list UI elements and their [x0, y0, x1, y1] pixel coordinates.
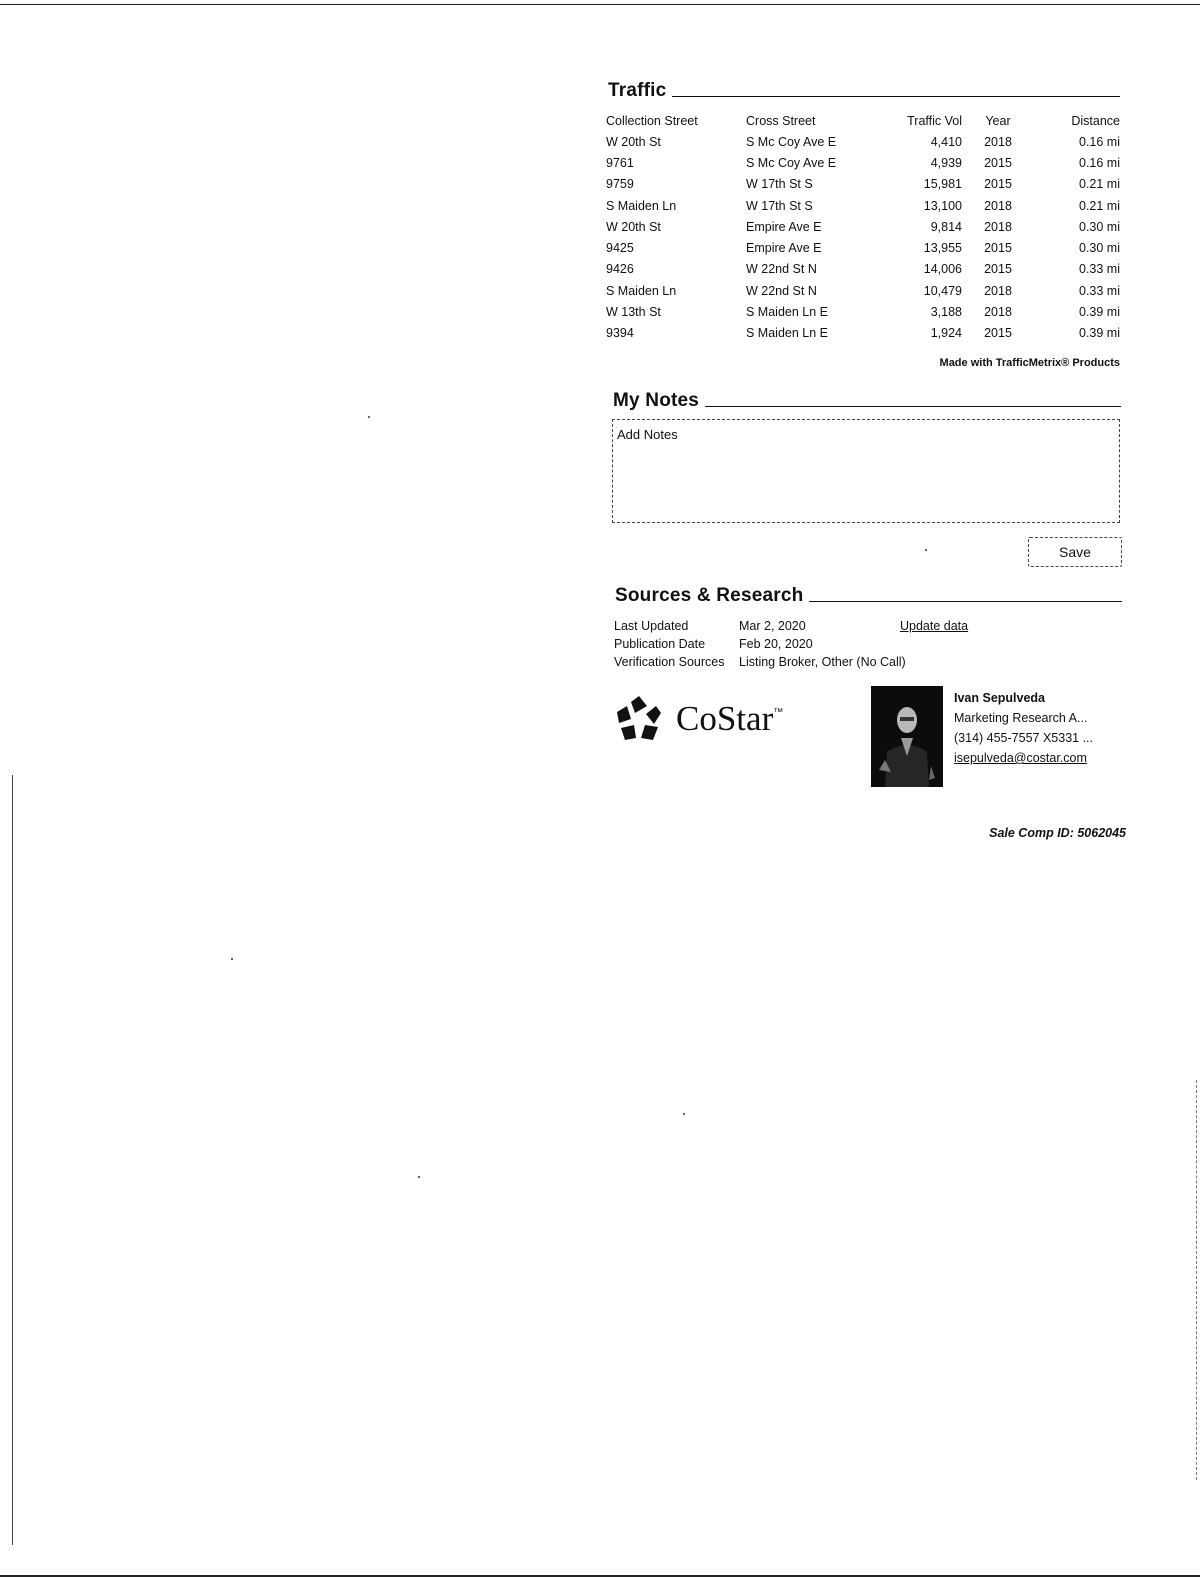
cell-collection-street: 9425	[606, 241, 634, 256]
cell-year: 2018	[984, 134, 1012, 149]
cell-year: 2015	[984, 326, 1012, 341]
cell-distance: 0.33 mi	[1079, 262, 1120, 277]
cell-cross-street: W 17th St S	[746, 177, 813, 192]
costar-wordmark-text: CoStar	[676, 699, 774, 738]
traffic-title: Traffic	[608, 80, 667, 101]
cell-distance: 0.21 mi	[1079, 177, 1120, 192]
cell-traffic-vol: 10,479	[923, 283, 962, 298]
table-row	[606, 216, 1120, 237]
sources-title: Sources & Research	[615, 585, 804, 606]
table-row	[606, 174, 1120, 195]
table-row	[606, 301, 1120, 322]
cell-cross-street: S Maiden Ln E	[746, 326, 828, 341]
traffic-header-row	[606, 111, 1120, 131]
cell-cross-street: S Mc Coy Ave E	[746, 155, 837, 170]
cell-collection-street: 9394	[606, 326, 634, 341]
cell-cross-street: W 22nd St N	[746, 283, 817, 298]
contact-photo	[871, 686, 943, 787]
scan-speck	[418, 1176, 420, 1178]
cell-distance: 0.39 mi	[1079, 326, 1120, 341]
verification-sources-label: Verification Sources	[614, 655, 725, 669]
traffic-table	[606, 111, 1120, 344]
costar-logo	[614, 694, 783, 744]
column-header-year: Year	[985, 114, 1011, 128]
contact-card	[954, 688, 1093, 768]
cell-traffic-vol: 15,981	[923, 177, 962, 192]
section-rule	[705, 406, 1121, 407]
top-page-rule	[0, 4, 1200, 5]
notes-field-container	[612, 419, 1120, 523]
publication-date-label: Publication Date	[614, 637, 706, 651]
column-header-traffic-vol: Traffic Vol	[907, 114, 962, 128]
cell-traffic-vol: 9,814	[930, 219, 962, 234]
scan-speck	[231, 958, 233, 960]
cell-cross-street: S Mc Coy Ave E	[746, 134, 837, 149]
table-row	[606, 195, 1120, 216]
cell-distance: 0.30 mi	[1079, 219, 1120, 234]
cell-year: 2018	[984, 198, 1012, 213]
costar-wordmark	[676, 699, 783, 739]
cell-distance: 0.30 mi	[1079, 241, 1120, 256]
cell-collection-street: W 13th St	[606, 305, 661, 320]
cell-traffic-vol: 4,939	[930, 155, 962, 170]
table-row	[606, 259, 1120, 280]
cell-cross-street: Empire Ave E	[746, 219, 822, 234]
cell-traffic-vol: 3,188	[930, 305, 962, 320]
table-row	[606, 152, 1120, 173]
contact-role: Marketing Research A...	[954, 711, 1088, 725]
cell-distance: 0.33 mi	[1079, 283, 1120, 298]
cell-traffic-vol: 13,100	[923, 198, 962, 213]
cell-collection-street: 9761	[606, 155, 634, 170]
cell-distance: 0.16 mi	[1079, 155, 1120, 170]
cell-collection-street: S Maiden Ln	[606, 283, 677, 298]
cell-collection-street: W 20th St	[606, 219, 661, 234]
cell-collection-street: 9759	[606, 177, 634, 192]
cell-traffic-vol: 14,006	[923, 262, 962, 277]
table-row	[606, 131, 1120, 152]
cell-traffic-vol: 1,924	[930, 326, 962, 341]
update-data-link[interactable]: Update data	[900, 619, 969, 633]
scan-speck	[925, 549, 927, 551]
table-row	[606, 237, 1120, 258]
cell-distance: 0.21 mi	[1079, 198, 1120, 213]
sources-section-header	[615, 585, 1122, 607]
cell-year: 2015	[984, 262, 1012, 277]
cell-collection-street: W 20th St	[606, 134, 661, 149]
scan-speck	[368, 416, 370, 418]
cell-distance: 0.16 mi	[1079, 134, 1120, 149]
notes-section-header	[613, 390, 1121, 412]
cell-cross-street: W 22nd St N	[746, 262, 817, 277]
scan-left-edge	[12, 775, 13, 1545]
bottom-page-rule	[0, 1575, 1200, 1577]
last-updated-label: Last Updated	[614, 619, 689, 633]
cell-traffic-vol: 13,955	[923, 241, 962, 256]
verification-sources-value: Listing Broker, Other (No Call)	[739, 655, 906, 669]
sale-comp-id: Sale Comp ID: 5062045	[989, 826, 1126, 840]
contact-name: Ivan Sepulveda	[954, 691, 1046, 705]
costar-logo-mark-icon	[614, 694, 664, 744]
cell-cross-street: W 17th St S	[746, 198, 813, 213]
last-updated-value: Mar 2, 2020	[739, 619, 806, 633]
trademark-symbol: ™	[773, 707, 784, 718]
cell-year: 2015	[984, 177, 1012, 192]
cell-year: 2018	[984, 219, 1012, 234]
cell-year: 2018	[984, 283, 1012, 298]
cell-year: 2015	[984, 241, 1012, 256]
cell-cross-street: Empire Ave E	[746, 241, 822, 256]
table-row	[606, 323, 1120, 344]
column-header-collection-street: Collection Street	[606, 114, 698, 128]
traffic-section-header	[608, 80, 1120, 102]
avatar	[871, 686, 943, 787]
cell-distance: 0.39 mi	[1079, 305, 1120, 320]
cell-year: 2018	[984, 305, 1012, 320]
publication-date-value: Feb 20, 2020	[739, 637, 813, 651]
scan-speck	[683, 1113, 685, 1115]
notes-title: My Notes	[613, 390, 700, 411]
cell-year: 2015	[984, 155, 1012, 170]
contact-phone: (314) 455-7557 X5331 ...	[954, 731, 1093, 745]
column-header-distance: Distance	[1071, 114, 1120, 128]
section-rule	[672, 96, 1120, 97]
cell-cross-street: S Maiden Ln E	[746, 305, 828, 320]
cell-collection-street: 9426	[606, 262, 634, 277]
table-row	[606, 280, 1120, 301]
section-rule	[809, 601, 1122, 602]
notes-textarea[interactable]	[613, 420, 1119, 522]
traffic-credit: Made with TrafficMetrix® Products	[939, 357, 1120, 369]
cell-traffic-vol: 4,410	[930, 134, 962, 149]
column-header-cross-street: Cross Street	[746, 114, 816, 128]
contact-email-link[interactable]: isepulveda@costar.com	[954, 751, 1087, 765]
cell-collection-street: S Maiden Ln	[606, 198, 677, 213]
scan-right-edge	[1196, 1080, 1197, 1480]
save-button[interactable]: Save	[1028, 537, 1122, 567]
